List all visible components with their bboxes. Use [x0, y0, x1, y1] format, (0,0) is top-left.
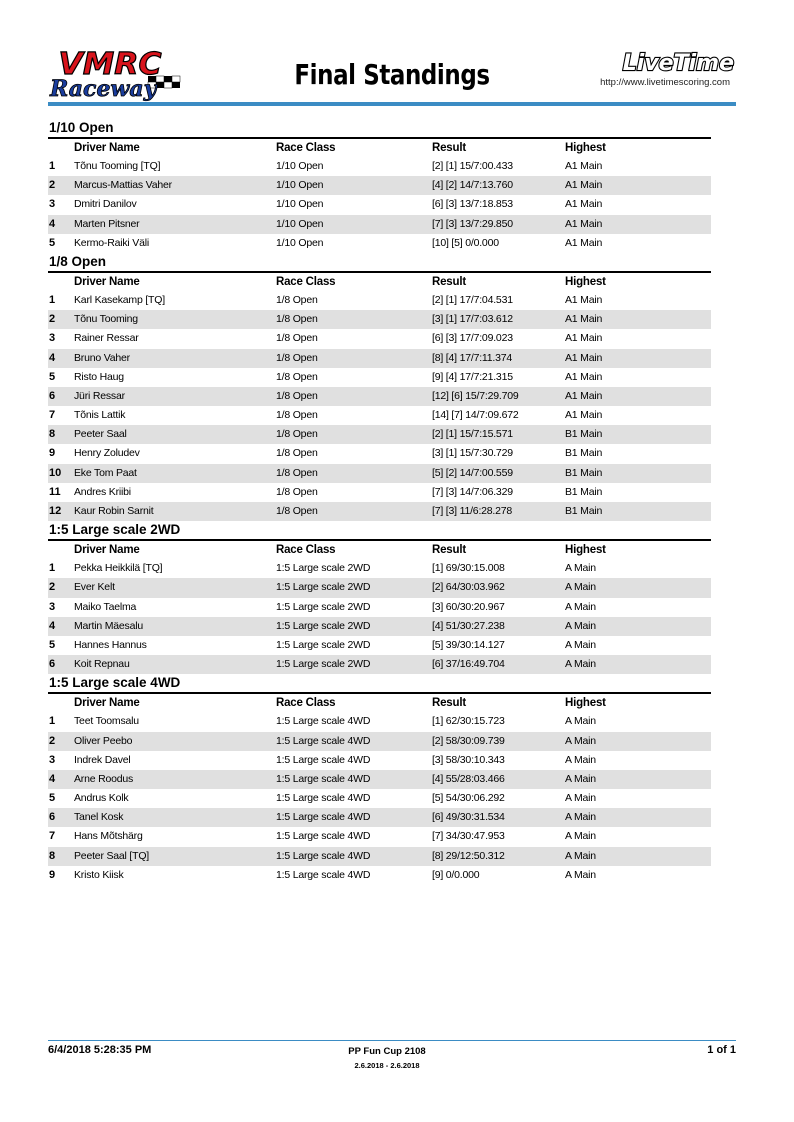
driver-name-cell: Bruno Vaher: [74, 351, 130, 364]
column-header-result: Result: [432, 142, 466, 154]
race-class-cell: 1:5 Large scale 4WD: [276, 792, 371, 805]
table-row: [48, 349, 711, 368]
position-cell: 5: [49, 370, 56, 383]
position-cell: 6: [49, 658, 56, 671]
driver-name-cell: Peeter Saal [TQ]: [74, 849, 150, 862]
race-class-cell: 1:5 Large scale 2WD: [276, 638, 371, 651]
position-cell: 9: [49, 868, 56, 881]
event-name: PP Fun Cup 2108: [348, 1046, 426, 1057]
race-class-cell: 1:5 Large scale 2WD: [276, 581, 371, 594]
highest-cell: A Main: [565, 753, 596, 766]
driver-name-cell: Eke Tom Paat: [74, 466, 137, 479]
highest-cell: A1 Main: [565, 293, 603, 306]
table-row: [48, 157, 711, 176]
driver-name-cell: Teet Toomsalu: [74, 715, 139, 728]
position-cell: 4: [49, 217, 56, 230]
result-cell: [4] [2] 14/7:13.760: [432, 179, 513, 192]
result-cell: [4] 51/30:27.238: [432, 619, 505, 632]
result-cell: [2] [1] 17/7:04.531: [432, 293, 513, 306]
race-class-cell: 1/8 Open: [276, 447, 318, 460]
table-row: [48, 789, 711, 808]
driver-name-cell: Oliver Peebo: [74, 734, 133, 747]
highest-cell: A1 Main: [565, 332, 603, 345]
race-class-cell: 1/8 Open: [276, 313, 318, 326]
column-header-driver: Driver Name: [74, 697, 140, 710]
result-cell: [3] [1] 17/7:03.612: [432, 313, 513, 326]
table-row: [48, 502, 711, 521]
highest-cell: A1 Main: [565, 389, 603, 402]
svg-text:LiveTime: LiveTime: [622, 51, 734, 74]
race-class-cell: 1/10 Open: [276, 236, 324, 249]
race-class-cell: 1:5 Large scale 4WD: [276, 734, 371, 747]
driver-name-cell: Koit Repnau: [74, 658, 130, 671]
driver-name-cell: Marten Pitsner: [74, 217, 140, 230]
driver-name-cell: Dmitri Danilov: [74, 198, 137, 211]
highest-cell: B1 Main: [565, 428, 603, 441]
table-row: [48, 751, 711, 770]
column-header-row: [48, 273, 711, 291]
race-class-cell: 1:5 Large scale 4WD: [276, 849, 371, 862]
highest-cell: A Main: [565, 734, 596, 747]
position-cell: 4: [49, 772, 56, 785]
table-row: [48, 598, 711, 617]
race-class-cell: 1:5 Large scale 2WD: [276, 619, 371, 632]
table-row: [48, 827, 711, 846]
column-header-result: Result: [432, 275, 466, 288]
result-cell: [5] [2] 14/7:00.559: [432, 466, 513, 479]
position-cell: 9: [49, 447, 56, 460]
table-row: [48, 636, 711, 655]
driver-name-cell: Jüri Ressar: [74, 389, 125, 402]
position-cell: 3: [49, 198, 56, 211]
result-cell: [2] 58/30:09.739: [432, 734, 505, 747]
result-cell: [2] [1] 15/7:15.571: [432, 428, 513, 441]
table-row: [48, 847, 711, 866]
column-header-row: [48, 541, 711, 559]
table-row: [48, 234, 711, 253]
column-header-highest: Highest: [565, 142, 606, 154]
position-cell: 6: [49, 811, 56, 824]
driver-name-cell: Karl Kasekamp [TQ]: [74, 293, 165, 306]
report-header: [48, 40, 736, 108]
result-cell: [2] 64/30:03.962: [432, 581, 505, 594]
position-cell: 7: [49, 830, 56, 843]
driver-name-cell: Rainer Ressar: [74, 332, 139, 345]
table-row: [48, 215, 711, 234]
position-cell: 7: [49, 409, 56, 422]
standings-section: [48, 119, 711, 253]
race-class-cell: 1/10 Open: [276, 217, 324, 230]
position-cell: 4: [49, 351, 56, 364]
race-class-cell: 1:5 Large scale 4WD: [276, 868, 371, 881]
column-header-highest: Highest: [565, 544, 606, 557]
table-row: [48, 195, 711, 214]
race-class-cell: 1:5 Large scale 4WD: [276, 753, 371, 766]
result-cell: [7] [3] 14/7:06.329: [432, 485, 513, 498]
table-row: [48, 732, 711, 751]
table-row: [48, 483, 711, 502]
svg-text:VMRC: VMRC: [58, 46, 162, 82]
table-row: [48, 559, 711, 578]
table-row: [48, 368, 711, 387]
position-cell: 6: [49, 389, 56, 402]
livetime-wordmark: [596, 48, 736, 74]
result-cell: [9] 0/0.000: [432, 868, 480, 881]
table-row: [48, 406, 711, 425]
column-header-race-class: Race Class: [276, 544, 336, 557]
result-cell: [6] 37/16:49.704: [432, 658, 505, 671]
table-row: [48, 444, 711, 463]
driver-name-cell: Peeter Saal: [74, 428, 127, 441]
highest-cell: B1 Main: [565, 466, 603, 479]
column-header-highest: Highest: [565, 697, 606, 710]
event-date-range: 2.6.2018 - 2.6.2018: [354, 1061, 420, 1070]
position-cell: 1: [49, 715, 56, 728]
column-header-row: [48, 694, 711, 712]
position-cell: 3: [49, 332, 56, 345]
driver-name-cell: Kaur Robin Sarnit: [74, 505, 154, 517]
event-info: [287, 1046, 487, 1070]
race-class-cell: 1/8 Open: [276, 409, 318, 422]
highest-cell: A Main: [565, 811, 596, 824]
result-cell: [5] 54/30:06.292: [432, 792, 505, 805]
highest-cell: A Main: [565, 562, 596, 575]
result-cell: [3] [1] 15/7:30.729: [432, 447, 513, 460]
driver-name-cell: Martin Mäesalu: [74, 619, 143, 632]
result-cell: [7] [3] 13/7:29.850: [432, 217, 513, 230]
section-title: 1/8 Open: [48, 253, 711, 273]
race-class-cell: 1/8 Open: [276, 370, 318, 383]
table-row: [48, 464, 711, 483]
livetime-url: http://www.livetimescoring.com: [600, 77, 730, 88]
highest-cell: A Main: [565, 715, 596, 728]
highest-cell: A1 Main: [565, 198, 603, 211]
race-class-cell: 1/8 Open: [276, 351, 318, 364]
section-title: 1:5 Large scale 4WD: [48, 674, 711, 694]
table-row: [48, 387, 711, 406]
race-class-cell: 1:5 Large scale 2WD: [276, 658, 371, 671]
standings-section: [48, 674, 711, 885]
driver-name-cell: Indrek Davel: [74, 753, 131, 766]
highest-cell: A1 Main: [565, 179, 603, 192]
column-header-race-class: Race Class: [276, 275, 336, 288]
position-cell: 10: [49, 466, 62, 479]
position-cell: 11: [49, 485, 61, 498]
race-class-cell: 1:5 Large scale 4WD: [276, 830, 371, 843]
result-cell: [2] [1] 15/7:00.433: [432, 160, 513, 172]
table-row: [48, 770, 711, 789]
position-cell: 8: [49, 428, 56, 441]
result-cell: [1] 69/30:15.008: [432, 562, 505, 575]
table-row: [48, 425, 711, 444]
position-cell: 1: [49, 160, 56, 172]
table-row: [48, 866, 711, 885]
section-title: 1/10 Open: [48, 119, 711, 139]
highest-cell: A1 Main: [565, 409, 603, 422]
position-cell: 1: [49, 293, 56, 306]
driver-name-cell: Arne Roodus: [74, 772, 134, 785]
driver-name-cell: Hans Mõtshärg: [74, 830, 143, 843]
result-cell: [8] [4] 17/7:11.374: [432, 351, 513, 364]
highest-cell: B1 Main: [565, 505, 603, 517]
position-cell: 3: [49, 600, 56, 613]
race-class-cell: 1/8 Open: [276, 485, 318, 498]
highest-cell: A Main: [565, 600, 596, 613]
column-header-driver: Driver Name: [74, 544, 140, 557]
table-row: [48, 291, 711, 310]
svg-text:Raceway: Raceway: [50, 76, 157, 102]
driver-name-cell: Kermo-Raiki Väli: [74, 236, 149, 249]
result-cell: [10] [5] 0/0.000: [432, 236, 499, 249]
highest-cell: A1 Main: [565, 236, 603, 249]
table-row: [48, 578, 711, 597]
highest-cell: A Main: [565, 772, 596, 785]
driver-name-cell: Henry Zoludev: [74, 447, 140, 460]
column-header-driver: Driver Name: [74, 275, 140, 288]
column-header-race-class: Race Class: [276, 697, 336, 710]
position-cell: 5: [49, 792, 56, 805]
section-title: 1:5 Large scale 2WD: [48, 521, 711, 541]
race-class-cell: 1:5 Large scale 4WD: [276, 715, 371, 728]
result-cell: [6] [3] 13/7:18.853: [432, 198, 513, 211]
driver-name-cell: Tõnis Lattik: [74, 409, 126, 422]
race-class-cell: 1/8 Open: [276, 293, 318, 306]
result-cell: [1] 62/30:15.723: [432, 715, 505, 728]
driver-name-cell: Kristo Kiisk: [74, 868, 124, 881]
column-header-row: [48, 139, 711, 157]
race-class-cell: 1/8 Open: [276, 428, 318, 441]
race-class-cell: 1:5 Large scale 2WD: [276, 562, 371, 575]
driver-name-cell: Ever Kelt: [74, 581, 115, 594]
race-class-cell: 1:5 Large scale 4WD: [276, 772, 371, 785]
highest-cell: A1 Main: [565, 370, 603, 383]
footer-rule: [48, 1040, 736, 1041]
result-cell: [7] 34/30:47.953: [432, 830, 505, 843]
result-cell: [4] 55/28:03.466: [432, 772, 505, 785]
result-cell: [9] [4] 17/7:21.315: [432, 370, 513, 383]
table-row: [48, 712, 711, 731]
driver-name-cell: Tanel Kosk: [74, 811, 124, 824]
highest-cell: A1 Main: [565, 217, 603, 230]
driver-name-cell: Maiko Taelma: [74, 600, 137, 613]
highest-cell: A1 Main: [565, 160, 603, 172]
race-class-cell: 1/8 Open: [276, 332, 318, 345]
highest-cell: A Main: [565, 619, 596, 632]
highest-cell: A Main: [565, 638, 596, 651]
highest-cell: A Main: [565, 849, 596, 862]
table-row: [48, 329, 711, 348]
standings-section: [48, 521, 711, 674]
column-header-result: Result: [432, 697, 466, 710]
race-class-cell: 1/10 Open: [276, 179, 324, 192]
driver-name-cell: Andres Kriibi: [74, 485, 131, 498]
position-cell: 5: [49, 236, 56, 249]
driver-name-cell: Marcus-Mattias Vaher: [74, 179, 172, 192]
driver-name-cell: Hannes Hannus: [74, 638, 147, 651]
result-cell: [7] [3] 11/6:28.278: [432, 505, 513, 517]
result-cell: [6] [3] 17/7:09.023: [432, 332, 513, 345]
table-row: [48, 655, 711, 674]
driver-name-cell: Pekka Heikkilä [TQ]: [74, 562, 163, 575]
driver-name-cell: Andrus Kolk: [74, 792, 129, 805]
standings-section: [48, 253, 711, 521]
livetime-logo: [596, 48, 736, 96]
position-cell: 2: [49, 179, 56, 192]
driver-name-cell: Tõnu Tooming [TQ]: [74, 160, 161, 172]
column-header-highest: Highest: [565, 275, 606, 288]
result-cell: [14] [7] 14/7:09.672: [432, 409, 519, 422]
race-class-cell: 1/10 Open: [276, 198, 324, 211]
driver-name-cell: Risto Haug: [74, 370, 124, 383]
table-row: [48, 176, 711, 195]
highest-cell: A Main: [565, 830, 596, 843]
highest-cell: A1 Main: [565, 313, 603, 326]
result-cell: [3] 58/30:10.343: [432, 753, 505, 766]
position-cell: 8: [49, 849, 56, 862]
highest-cell: A Main: [565, 792, 596, 805]
highest-cell: B1 Main: [565, 447, 603, 460]
race-class-cell: 1:5 Large scale 2WD: [276, 600, 371, 613]
race-class-cell: 1:5 Large scale 4WD: [276, 811, 371, 824]
race-class-cell: 1/8 Open: [276, 505, 318, 517]
position-cell: 5: [49, 638, 56, 651]
header-rule: [48, 102, 736, 106]
result-cell: [3] 60/30:20.967: [432, 600, 505, 613]
race-class-cell: 1/10 Open: [276, 160, 324, 172]
highest-cell: A Main: [565, 658, 596, 671]
highest-cell: B1 Main: [565, 485, 603, 498]
page-number: 1 of 1: [707, 1044, 736, 1056]
standings-content: [48, 119, 711, 885]
table-row: [48, 808, 711, 827]
highest-cell: A Main: [565, 581, 596, 594]
result-cell: [6] 49/30:31.534: [432, 811, 505, 824]
column-header-driver: Driver Name: [74, 142, 140, 154]
table-row: [48, 310, 711, 329]
position-cell: 12: [49, 505, 62, 517]
race-class-cell: 1/8 Open: [276, 389, 318, 402]
position-cell: 2: [49, 581, 56, 594]
table-row: [48, 617, 711, 636]
position-cell: 2: [49, 734, 56, 747]
position-cell: 1: [49, 562, 56, 575]
position-cell: 2: [49, 313, 56, 326]
position-cell: 3: [49, 753, 56, 766]
result-cell: [5] 39/30:14.127: [432, 638, 505, 651]
column-header-result: Result: [432, 544, 466, 557]
highest-cell: A1 Main: [565, 351, 603, 364]
highest-cell: A Main: [565, 868, 596, 881]
driver-name-cell: Tõnu Tooming: [74, 313, 138, 326]
race-class-cell: 1/8 Open: [276, 466, 318, 479]
result-cell: [12] [6] 15/7:29.709: [432, 389, 519, 402]
position-cell: 4: [49, 619, 56, 632]
page-title: Final Standings: [294, 58, 490, 91]
result-cell: [8] 29/12:50.312: [432, 849, 505, 862]
column-header-race-class: Race Class: [276, 142, 336, 154]
printed-timestamp: 6/4/2018 5:28:35 PM: [48, 1044, 152, 1056]
